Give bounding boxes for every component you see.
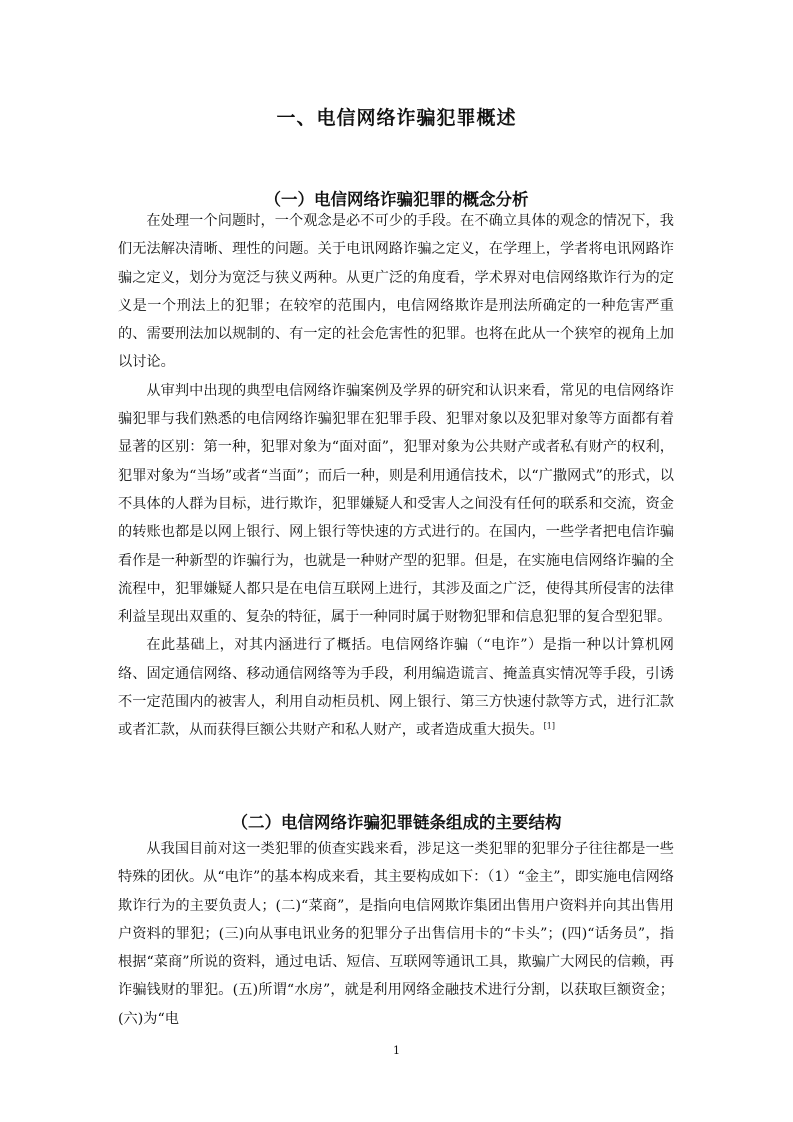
paragraph: 在处理一个问题时，一个观念是必不可少的手段。在不确立具体的观念的情况下，我们无法解决清晰、理性的问题。关于电讯网路诈骗之定义，在学理上，学者将电讯网路诈骗之定义，划分为宽泛与狭义两种。从更广泛的角度看，学术界对电信网络欺诈行为的定义是一个刑法上的犯罪；在较窄的范围内，电信网络欺诈是刑法所确定的一种危害严重的、需要刑法加以规制的、有一定的社会危害性的犯罪。也将在此从一个狭窄的视角上加以讨论。: [118, 213, 674, 371]
chapter-title: 一、电信网络诈骗犯罪概述: [276, 107, 517, 129]
paragraph: 从审判中出现的典型电信网络诈骗案例及学界的研究和认识来看，常见的电信网络诈骗犯罪与我们熟悉的电信网络诈骗犯罪在犯罪手段、犯罪对象以及犯罪对象等方面都有着显著的区别：第一种，犯罪对象为“面对面”，犯罪对象为公共财产或者私有财产的权利，犯罪对象为“当场”或者“当面”；而后一种，则是利用通信技术，以“广撒网式”的形式，以不具体的人群为目标，进行欺诈，犯罪嫌疑人和受害人之间没有任何的联系和交流，资金的转账也都是以网上银行、网上银行等快速的方式进行的。在国内，一些学者把电信诈骗看作是一种新型的诈骗行为，也就是一种财产型的犯罪。但是，在实施电信网络诈骗的全流程中，犯罪嫌疑人都只是在电信互联网上进行，其涉及面之广泛，使得其所侵害的法律利益呈现出双重的、复杂的特征，属于一种同时属于财物犯罪和信息犯罪的复合型犯罪。: [118, 382, 674, 626]
section-title-concept-analysis: （一）电信网络诈骗犯罪的概念分析: [264, 190, 529, 209]
citation-reference: [1]: [543, 721, 555, 731]
paragraph: [118, 631, 674, 744]
paragraph: 从我国目前对这一类犯罪的侦查实践来看，涉足这一类犯罪的犯罪分子往往都是一些特殊的团伙。从“电诈”的基本构成来看，其主要构成如下：（1）“金主”，即实施电信网络欺诈行为的主要负责人；(二)“菜商”，是指向电信网欺诈集团出售用户资料并向其出售用户资料的罪犯；(三)向从事电讯业务的犯罪分子出售信用卡的“卡头”；(四)“话务员”，指根据“菜商”所说的资料，通过电话、短信、互联网等通讯工具，欺骗广大网民的信赖，再诈骗钱财的罪犯。(五)所谓“水房”，就是利用网络金融技术进行分割，以获取巨额资金；(六)为“电: [118, 841, 674, 1027]
page-number: 1: [393, 1044, 400, 1057]
paragraph-text: 在此基础上，对其内涵进行了概括。电信网络诈骗（“电诈”）是指一种以计算机网络、固定通信网络、移动通信网络等为手段，利用编造谎言、掩盖真实情况等手段，引诱不一定范围内的被害人，利用自动柜员机、网上银行、第三方快速付款等方式，进行汇款或者汇款，从而获得巨额公共财产和私人财产，或者造成重大损失。: [118, 637, 674, 739]
section-body-chain-structure: [118, 835, 674, 1033]
section-body-concept-analysis: [118, 207, 674, 745]
section-title-chain-structure: （二）电信网络诈骗犯罪链条组成的主要结构: [231, 813, 562, 832]
